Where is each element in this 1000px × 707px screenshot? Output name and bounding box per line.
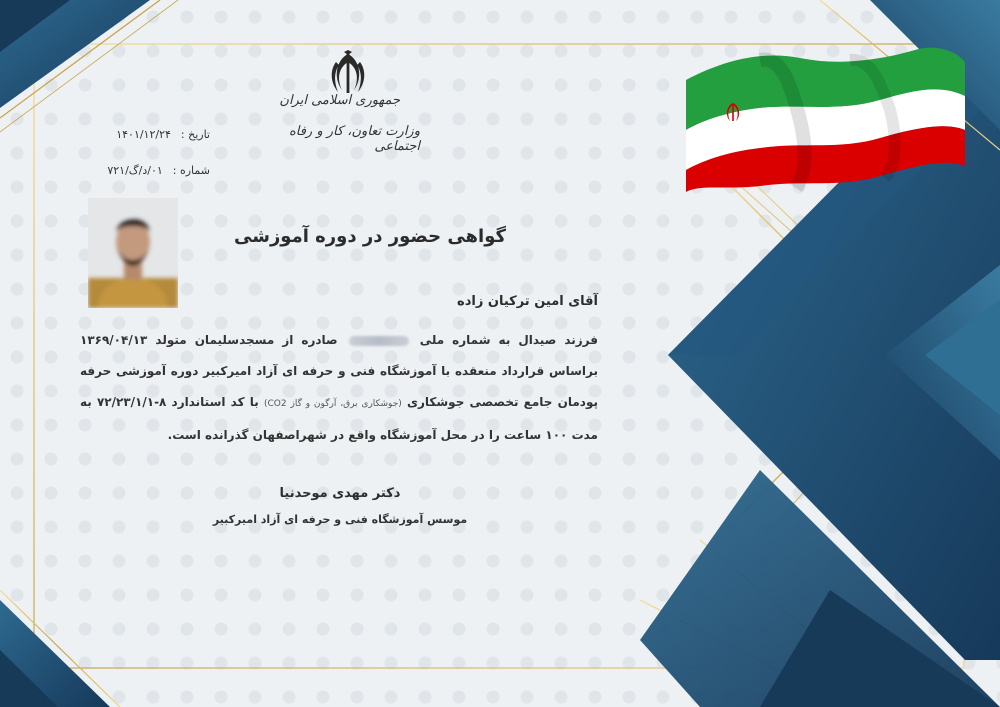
recipient-photo [88,198,178,308]
body-part-2: صادره از مسجدسلیمان متولد ۱۳۶۹/۰۴/۱۳ براساس قرارداد منعقده با آموزشگاه فنی و حرفه ای آزاد امیرکبیر دوره آموزشی حرفه پودمان جامع تخصصی جوشکاری [80,333,598,409]
date-value: ۱۴۰۱/۱۲/۲۴ [116,128,171,141]
signer-name: دکتر مهدی موحدنیا [279,486,401,501]
certificate-title: گواهی حضور در دوره آموزشی [234,226,506,247]
number-row [60,164,210,177]
iran-emblem-icon [318,50,378,98]
date-label: تاریخ : [180,128,210,141]
body-part-4: با کد استاندارد ۸-۷۲/۲۳/۱/۱ به مدت ۱۰۰ ساعت را در محل آموزشگاه واقع در شهراصفهان گذرانده است. [80,395,598,442]
ministry-name: وزارت تعاون، کار و رفاه اجتماعی [288,124,420,154]
number-value: ۰۱/د/گ/۷۲۱ [107,164,163,177]
corner-bottom-left [0,590,120,707]
signer-title: موسس آموزشگاه فنی و حرفه ای آزاد امیرکبیر [212,513,468,526]
redacted-national-id [349,336,409,346]
date-row [60,128,210,141]
country-name: جمهوری اسلامی ایران [279,93,400,108]
certificate-body [80,325,598,451]
body-part-3: (جوشکاری برق، آرگون و گاز CO2) [263,399,402,409]
number-label: شماره : [172,164,210,177]
recipient-name: آقای امین ترکیان زاده [457,294,598,309]
corner-top-left [0,0,178,132]
body-part-1: فرزند صیدال به شماره ملی [419,333,598,347]
